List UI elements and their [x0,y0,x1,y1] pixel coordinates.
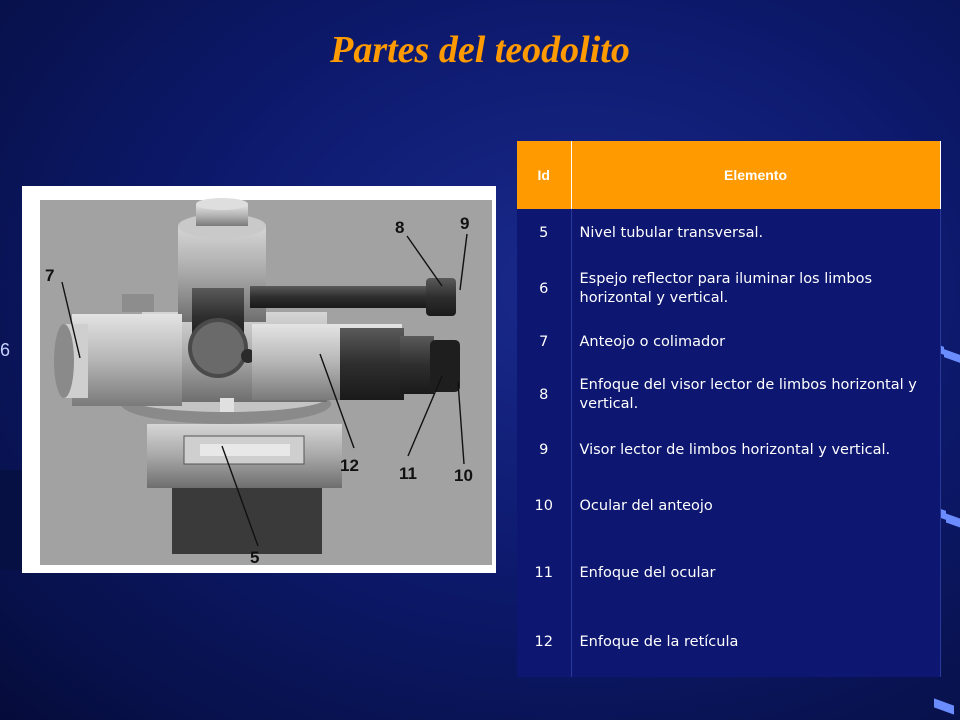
row-elemento: Enfoque del ocular [571,539,940,607]
callout-label: 11 [399,464,417,483]
table-row [517,321,940,363]
table-header-row [517,141,940,209]
row-id: 7 [517,321,571,363]
header-elemento: Elemento [571,141,940,209]
row-elemento: Enfoque del visor lector de limbos horizontal y vertical. [571,363,940,427]
row-elemento: Ocular del anteojo [571,473,940,539]
row-elemento: Anteojo o colimador [571,321,940,363]
theodolite-illustration [22,186,496,573]
callout-label: 5 [250,548,260,567]
row-elemento: Enfoque de la retícula [571,607,940,677]
header-id: Id [517,141,571,209]
table-row [517,607,940,677]
callout-label: 10 [454,466,473,485]
row-id: 9 [517,427,571,473]
edge-label: 6 [0,340,11,360]
row-elemento: Espejo reflector para iluminar los limbos horizontal y vertical. [571,257,940,321]
row-id: 10 [517,473,571,539]
table-row [517,473,940,539]
row-id: 11 [517,539,571,607]
table-row [517,427,940,473]
decorative-bar [934,698,954,714]
decorative-bar [946,513,960,527]
row-elemento: Visor lector de limbos horizontal y vertical. [571,427,940,473]
table-row [517,209,940,257]
slide-title: Partes del teodolito [330,29,630,71]
parts-table [517,141,941,677]
row-id: 8 [517,363,571,427]
decorative-bar [944,349,960,363]
table-row [517,257,940,321]
callout-label: 9 [460,214,470,233]
table-row [517,539,940,607]
callout-label: 8 [395,218,405,237]
callout-label: 7 [45,266,55,285]
table-row [517,363,940,427]
callout-label: 12 [340,456,359,475]
row-id: 6 [517,257,571,321]
row-id: 12 [517,607,571,677]
theodolite-photo [22,186,496,573]
row-elemento: Nivel tubular transversal. [571,209,940,257]
row-id: 5 [517,209,571,257]
